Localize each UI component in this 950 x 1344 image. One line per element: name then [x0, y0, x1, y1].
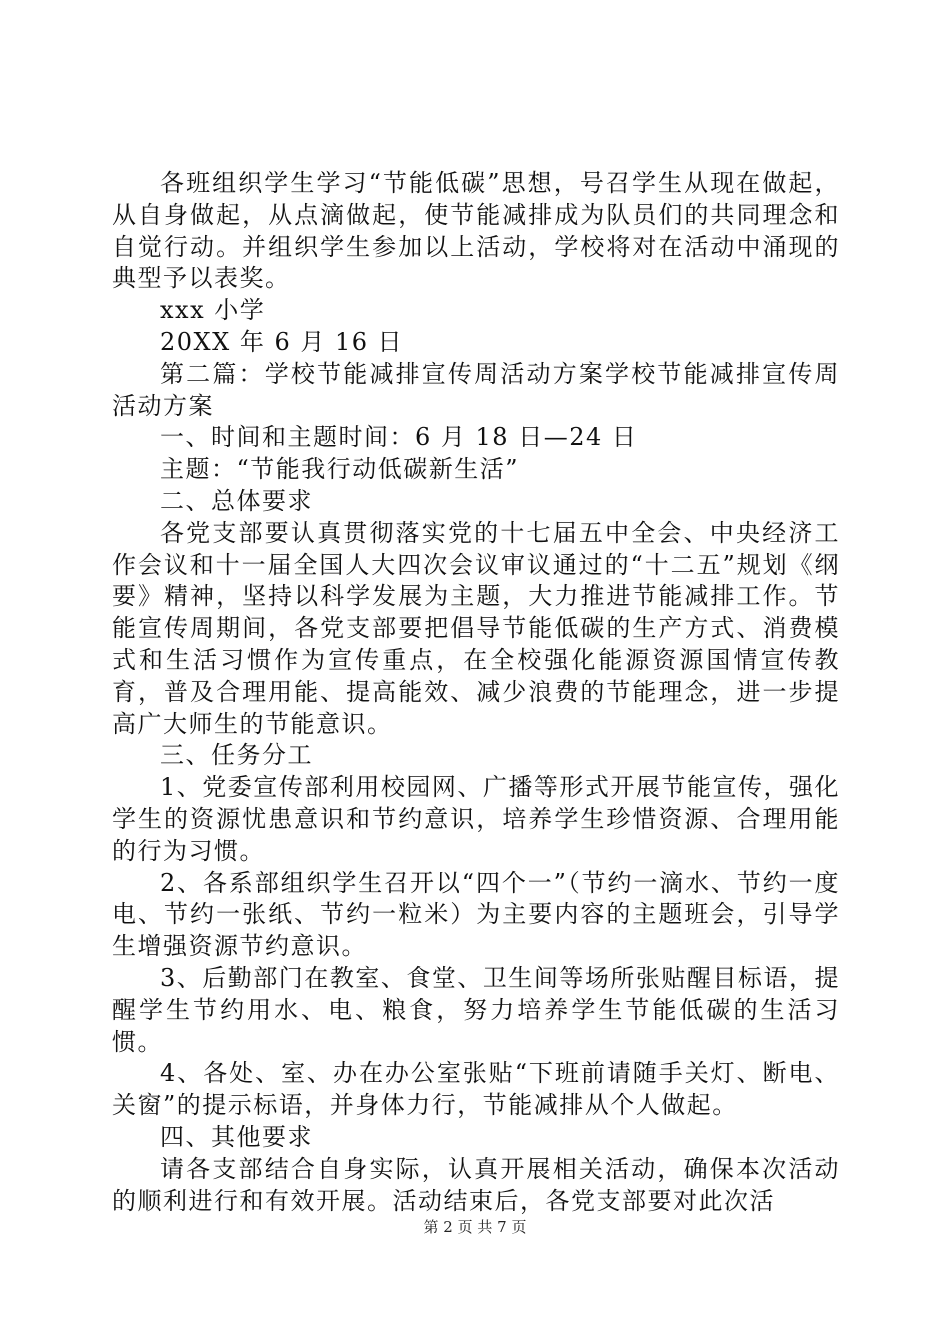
paragraph-task-4: 4、各处、室、办在办公室张贴“下班前请随手关灯、断电、关窗”的提示标语，并身体力行，节能减排从个人做起。 — [112, 1059, 840, 1120]
paragraph-task-2: 2、各系部组织学生召开以“四个一”（节约一滴水、节约一度电、节约一张纸、节约一粒米）为主要内容的主题班会，引导学生增强资源节约意识。 — [112, 868, 840, 961]
paragraph-section-task-division: 三、任务分工 — [160, 741, 313, 770]
paragraph-section-general-requirements: 二、总体要求 — [160, 486, 313, 515]
paragraph-general-requirements-body: 各党支部要认真贯彻落实党的十七届五中全会、中央经济工作会议和十一届全国人大四次会议审议通过的“十二五”规划《纲要》精神，坚持以科学发展为主题，大力推进节能减排工作。节能宣传周期间，各党支部要把倡导节能低碳的生产方式、消费模式和生活习惯作为宣传重点，在全校强化能源资源国情宣传教育，普及合理用能、提高能效、减少浪费的节能理念，进一步提高广大师生的节能意识。 — [112, 518, 840, 738]
page-footer: 第 2 页 共 7 页 — [423, 1218, 527, 1236]
paragraph-date: 20XX 年 6 月 16 日 — [160, 327, 404, 356]
paragraph-class-activity: 各班组织学生学习“节能低碳”思想，号召学生从现在做起，从自身做起，从点滴做起，使节能减排成为队员们的共同理念和自觉行动。并组织学生参加以上活动，学校将对在活动中涌现的典型予以表奖。 — [112, 169, 840, 293]
paragraph-task-1: 1、党委宣传部利用校园网、广播等形式开展节能宣传，强化学生的资源忧患意识和节约意识，培养学生珍惜资源、合理用能的行为习惯。 — [112, 773, 840, 865]
paragraph-theme: 主题：“节能我行动低碳新生活” — [160, 455, 520, 484]
paragraph-section-time-theme: 一、时间和主题时间：6 月 18 日—24 日 — [160, 423, 638, 452]
paragraph-other-requirements-body: 请各支部结合自身实际，认真开展相关活动，确保本次活动的顺利进行和有效开展。活动结束后，各党支部要对此次活 — [112, 1154, 840, 1215]
paragraph-task-3: 3、后勤部门在教室、食堂、卫生间等场所张贴醒目标语，提醒学生节约用水、电、粮食，努力培养学生节能低碳的生活习惯。 — [112, 963, 840, 1056]
paragraph-section-other-requirements: 四、其他要求 — [160, 1122, 313, 1151]
document-body — [112, 168, 840, 1217]
paragraph-school-name: xxx 小学 — [160, 296, 266, 325]
paragraph-second-article-title: 第二篇：学校节能减排宣传周活动方案学校节能减排宣传周活动方案 — [112, 359, 840, 420]
